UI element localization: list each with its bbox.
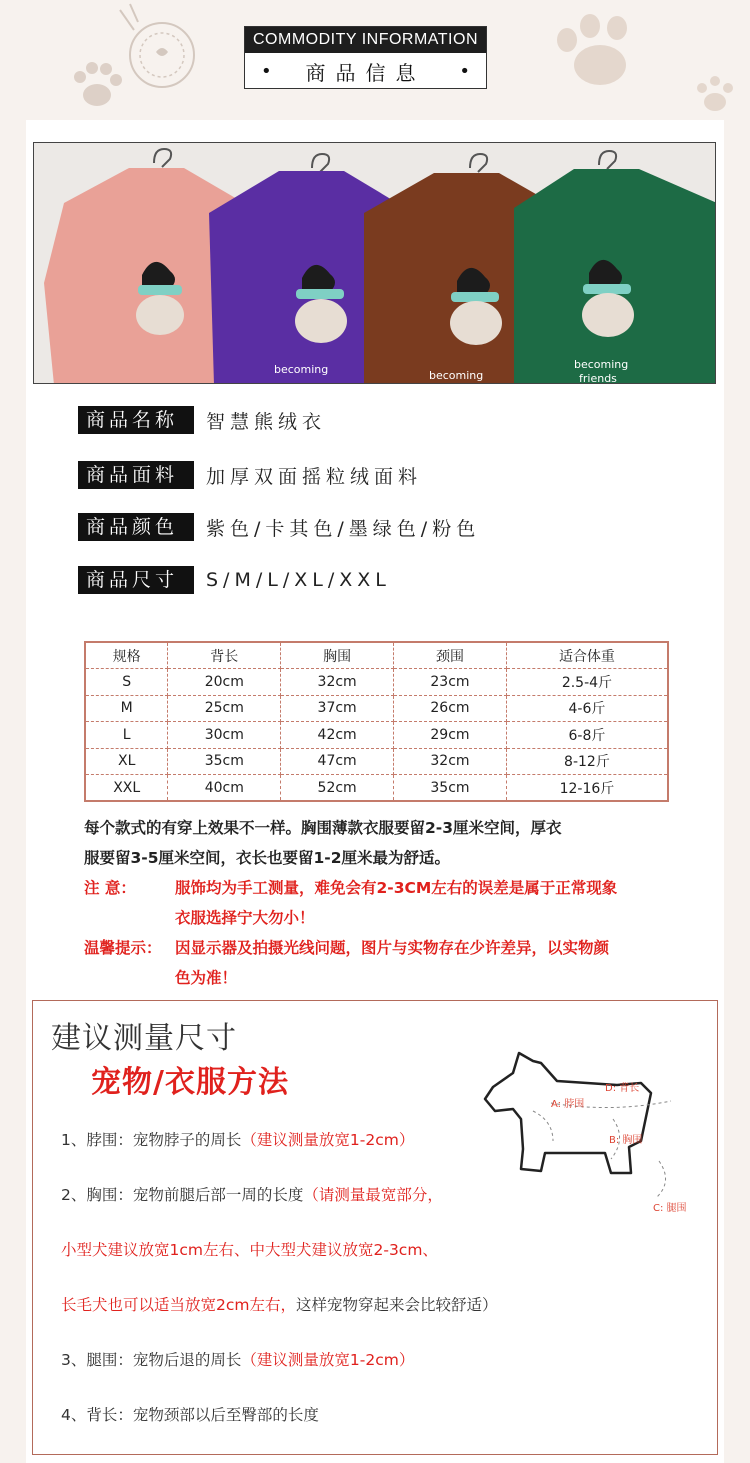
print-text-2: becoming (429, 369, 484, 382)
table-cell: 2.5-4斤 (506, 669, 668, 696)
label-c: C: 腿围 (653, 1203, 687, 1214)
measure-line-4 (61, 1293, 498, 1315)
commodity-header (244, 26, 487, 89)
print-text-4: friends (579, 372, 617, 384)
print-text-1: becoming (274, 363, 329, 376)
table-cell: 35cm (394, 775, 507, 802)
measure-line-1 (61, 1128, 414, 1150)
info-value: 加厚双面摇粒绒面料 (206, 465, 423, 488)
table-cell: 4-6斤 (506, 695, 668, 722)
attention-line1: 服饰均为手工测量，难免会有2-3CM左右的误差是属于正常现象 (175, 879, 618, 897)
paw-doodle-small-icon (690, 70, 740, 120)
table-cell: 12-16斤 (506, 775, 668, 802)
table-cell: 30cm (168, 722, 281, 749)
label-d: D: 背长 (605, 1083, 640, 1094)
info-row-color (78, 513, 480, 541)
fit-note-line2: 服要留3-5厘米空间，衣长也要留1-2厘米最为舒适。 (84, 849, 451, 867)
info-label: 商品尺寸 (78, 566, 194, 594)
measure-line-2 (61, 1183, 443, 1205)
table-cell: 35cm (168, 748, 281, 775)
table-cell: L (85, 722, 168, 749)
info-label: 商品名称 (78, 406, 194, 434)
measure-hint: （建议测量放宽1-2cm） (241, 1131, 415, 1149)
measure-subtitle: 宠物/衣服方法 (91, 1065, 289, 1100)
table-header: 颈围 (394, 642, 507, 669)
sweaters-illustration (34, 143, 716, 384)
measure-hint: 小型犬建议放宽1cm左右、中大型犬建议放宽2-3cm、 (61, 1241, 438, 1259)
info-row-name (78, 406, 326, 434)
print-text-3: becoming (574, 358, 629, 371)
table-cell: 23cm (394, 669, 507, 696)
table-header: 背长 (168, 642, 281, 669)
measure-hint: 长毛犬也可以适当放宽2cm左右， (61, 1296, 296, 1314)
label-b: B: 胸围 (609, 1135, 643, 1146)
table-cell: 26cm (394, 695, 507, 722)
measure-text: 3、腿围：宠物后退的周长 (61, 1351, 242, 1369)
table-cell: M (85, 695, 168, 722)
table-row (85, 748, 668, 775)
paw-doodle-right-icon (545, 10, 655, 100)
table-header: 适合体重 (506, 642, 668, 669)
info-value: S/M/L/XL/XXL (206, 569, 391, 591)
measure-line-5 (61, 1348, 414, 1370)
table-cell: 42cm (281, 722, 394, 749)
table-cell: XL (85, 748, 168, 775)
table-row (85, 695, 668, 722)
measure-text: 4、背长：宠物颈部以后至臀部的长度 (61, 1406, 319, 1424)
paw-doodle-icon (62, 55, 132, 115)
table-cell: 40cm (168, 775, 281, 802)
dog-diagram (473, 1041, 713, 1226)
info-label: 商品面料 (78, 461, 194, 489)
measure-line-3 (61, 1238, 438, 1260)
info-value: 智慧熊绒衣 (206, 410, 327, 433)
info-label: 商品颜色 (78, 513, 194, 541)
table-row (85, 669, 668, 696)
table-cell: 8-12斤 (506, 748, 668, 775)
tip-line2: 色为准！ (175, 969, 238, 987)
fit-note-line1: 每个款式的有穿上效果不一样。胸围薄款衣服要留2-3厘米空间，厚衣 (84, 819, 562, 837)
table-header: 规格 (85, 642, 168, 669)
table-cell: 32cm (281, 669, 394, 696)
table-cell: 47cm (281, 748, 394, 775)
left-dot: • (261, 61, 272, 82)
table-cell: 29cm (394, 722, 507, 749)
attention-line2: 衣服选择宁大勿小！ (175, 909, 315, 927)
tip-label: 温馨提示： (84, 939, 162, 957)
right-dot: • (459, 61, 470, 82)
commodity-title-en: COMMODITY INFORMATION (245, 27, 486, 53)
info-row-fabric (78, 461, 422, 489)
table-cell: 52cm (281, 775, 394, 802)
table-cell: 32cm (394, 748, 507, 775)
table-cell: 25cm (168, 695, 281, 722)
measure-section (32, 1000, 718, 1455)
measure-hint: （建议测量放宽1-2cm） (241, 1351, 415, 1369)
measure-text: 2、胸围：宠物前腿后部一周的长度 (61, 1186, 304, 1204)
measure-text: 这样宠物穿起来会比较舒适） (295, 1296, 498, 1314)
measure-line-6 (61, 1403, 319, 1425)
measure-title: 建议测量尺寸 (51, 1021, 237, 1056)
table-row (85, 775, 668, 802)
attention-label: 注 意： (84, 879, 136, 897)
table-cell: XXL (85, 775, 168, 802)
commodity-title-cn: 商品信息 (305, 61, 426, 85)
table-cell: 20cm (168, 669, 281, 696)
info-row-size (78, 566, 391, 594)
table-header: 胸围 (281, 642, 394, 669)
label-a: A: 脖围 (551, 1099, 585, 1110)
size-table (84, 641, 669, 802)
info-value: 紫色/卡其色/墨绿色/粉色 (206, 517, 481, 540)
table-cell: 6-8斤 (506, 722, 668, 749)
fit-note (84, 813, 694, 873)
measure-text: 1、脖围：宠物脖子的周长 (61, 1131, 242, 1149)
table-cell: 37cm (281, 695, 394, 722)
measure-hint: （请测量最宽部分， (303, 1186, 443, 1204)
tip-line1: 因显示器及拍摄光线问题，图片与实物存在少许差异，以实物颜 (175, 939, 610, 957)
table-header-row (85, 642, 668, 669)
table-row (85, 722, 668, 749)
tip-text (175, 933, 725, 993)
product-photo (33, 142, 716, 384)
table-cell: S (85, 669, 168, 696)
attention-text (175, 873, 725, 933)
commodity-title-cn-row (245, 55, 486, 88)
